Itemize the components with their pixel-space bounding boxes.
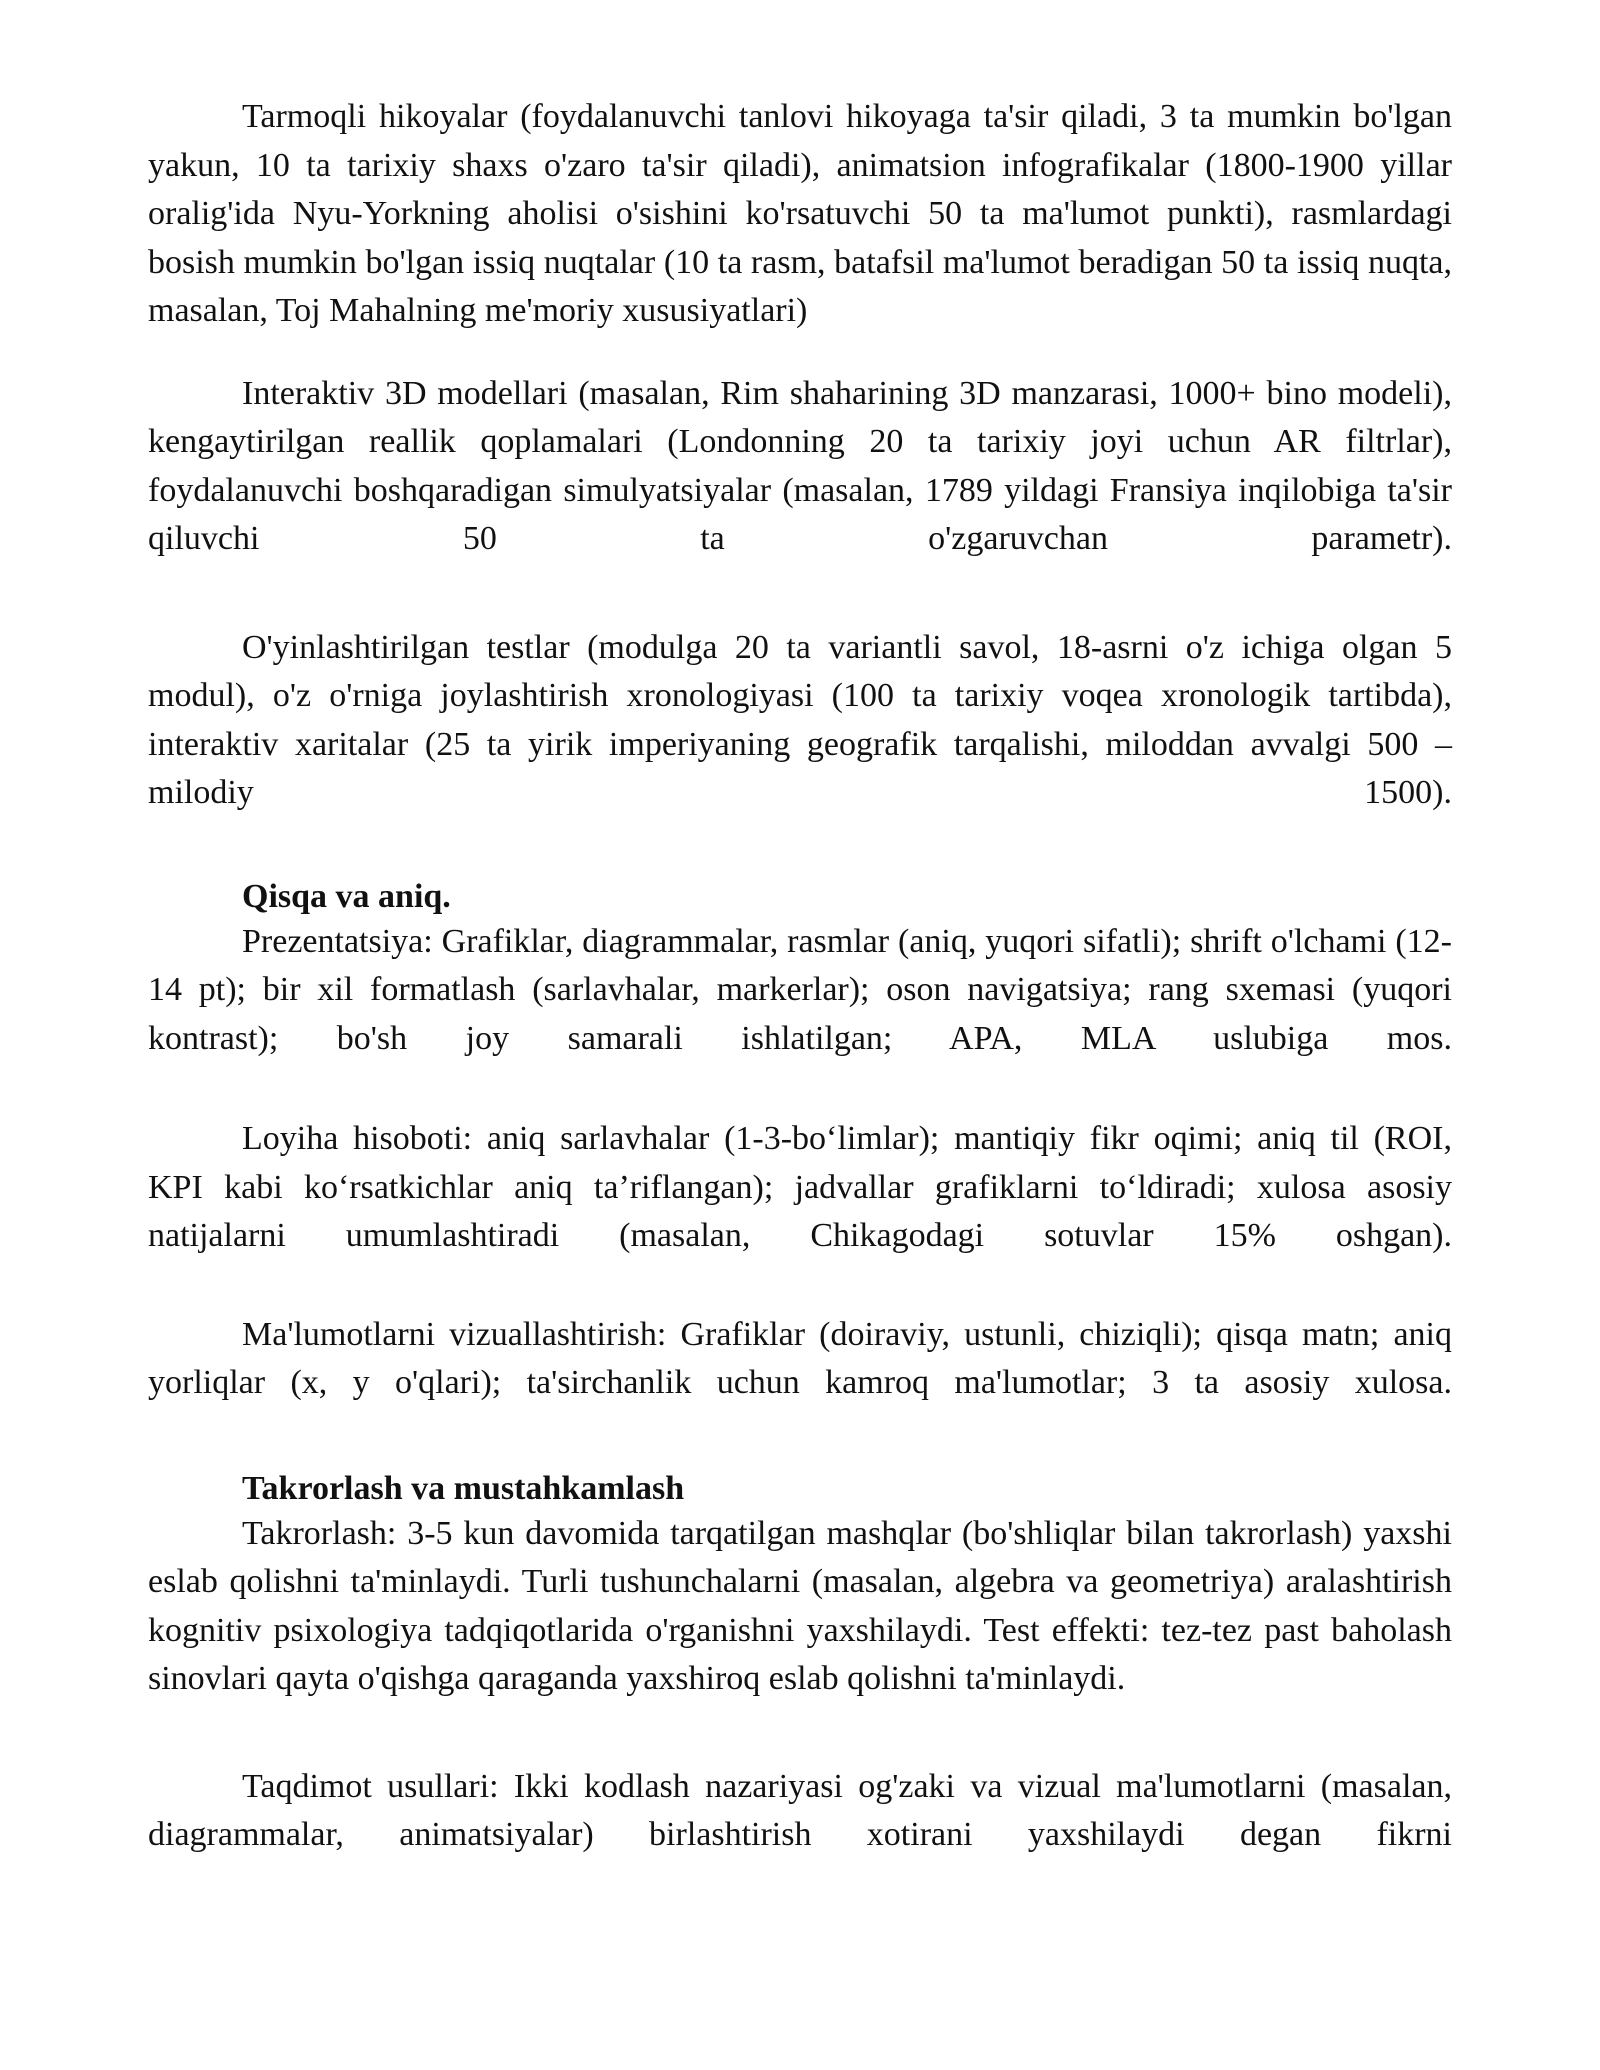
paragraph-presentation: Prezentatsiya: Grafiklar, diagrammalar, rasmlar (aniq, yuqori sifatli); shrift o'lchami (12-14 pt); bir xil formatlash (sarlavhalar, markerlar); oson navigatsiya; rang sxemasi (yuqori kontrast); bo'sh joy samarali ishlatilgan; APA, MLA uslubiga mos. [148, 922, 1452, 1057]
paragraph-presentation-methods: Taqdimot usullari: Ikki kodlash nazariyasi og'zaki va vizual ma'lumotlarni (masalan, diagrammalar, animatsiyalar) birlashtirish xotirani yaxshilaydi degan fikrni [148, 1767, 1452, 1853]
document-page [148, 93, 1452, 1860]
paragraph-3d-models: Interaktiv 3D modellari (masalan, Rim shaharining 3D manzarasi, 1000+ bino modeli), kengaytirilgan reallik qoplamalari (Londonning 20 ta tarixiy joyi uchun AR filtrlar), foydalanuvchi boshqaradigan simulyatsiyalar (masalan, 1789 yildagi Fransiya inqilobiga ta'sir qiluvchi 50 ta o'zgaruvchan parametr). [148, 374, 1452, 557]
heading-repetition: Takrorlash va mustahkamlash [242, 1469, 685, 1507]
paragraph-repetition: Takrorlash: 3-5 kun davomida tarqatilgan mashqlar (bo'shliqlar bilan takrorlash) yaxshi eslab qolishni ta'minlaydi. Turli tushunchalarni (masalan, algebra va geometriya) aralashtirish kognitiv psixologiya tadqiqotlarida o'rganishni yaxshilaydi. Test effekti: tez-tez past baholash sinovlari qayta o'qishga qaraganda yaxshiroq eslab qolishni ta'minlaydi. [148, 1514, 1452, 1697]
paragraph-data-visualization: Ma'lumotlarni vizuallashtirish: Grafiklar (doiraviy, ustunli, chiziqli); qisqa matn; aniq yorliqlar (x, y o'qlari); ta'sirchanlik uchun kamroq ma'lumotlar; 3 ta asosiy xulosa. [148, 1315, 1452, 1401]
paragraph-project-report: Loyiha hisoboti: aniq sarlavhalar (1-3-bo‘limlar); mantiqiy fikr oqimi; aniq til (ROI, KPI kabi ko‘rsatkichlar aniq ta’riflangan); jadvallar grafiklarni to‘ldiradi; xulosa asosiy natijalarni umumlashtiradi (masalan, Chikagodagi sotuvlar 15% oshgan). [148, 1120, 1452, 1254]
heading-concise: Qisqa va aniq. [242, 877, 451, 915]
paragraph-interactive-stories: Tarmoqli hikoyalar (foydalanuvchi tanlovi hikoyaga ta'sir qiladi, 3 ta mumkin bo'lgan yakun, 10 ta tarixiy shaxs o'zaro ta'sir qiladi), animatsion infografikalar (1800-1900 yillar oralig'ida Nyu-Yorkning aholisi o'sishini ko'rsatuvchi 50 ta ma'lumot punkti), rasmlardagi bosish mumkin bo'lgan issiq nuqtalar (10 ta rasm, batafsil ma'lumot beradigan 50 ta issiq nuqta, masalan, Toj Mahalning me'moriy xususiyatlari) [148, 98, 1452, 329]
paragraph-gamified-tests: O'yinlashtirilgan testlar (modulga 20 ta variantli savol, 18-asrni o'z ichiga olgan 5 modul), o'z o'rniga joylashtirish xronologiyasi (100 ta tarixiy voqea xronologik tartibda), interaktiv xaritalar (25 ta yirik imperiyaning geografik tarqalishi, miloddan avvalgi 500 – milodiy 1500). [148, 628, 1452, 811]
